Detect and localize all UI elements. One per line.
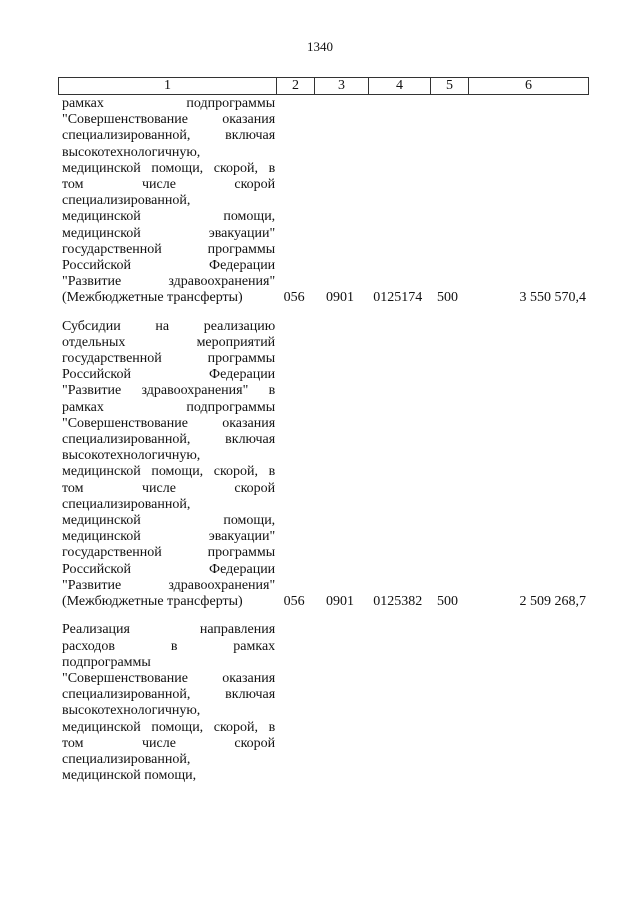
row-name-line: Реализация направления: [62, 622, 276, 638]
row-name-line: "Совершенствование оказания: [62, 670, 276, 686]
table-row: [58, 96, 588, 307]
column-header-4: 4: [369, 78, 431, 95]
row-name-line: Российской Федерации: [62, 561, 276, 577]
column-header-5: 5: [431, 78, 469, 95]
column-header-2: 2: [277, 78, 315, 95]
row-name-line: том числе скорой: [62, 480, 276, 496]
row-name-cell: [58, 622, 275, 784]
row-cell-c2: 056: [283, 594, 305, 610]
row-name-cell: [58, 319, 275, 611]
table-row: [58, 319, 588, 611]
row-name-line: подпрограммы: [62, 654, 151, 670]
row-name-line: рамках подпрограммы: [62, 96, 276, 111]
row-cell-c4: 0125382: [373, 594, 423, 610]
row-name-line: медицинской помощи,: [62, 768, 197, 784]
row-name-line: Российской Федерации: [62, 367, 276, 383]
row-cell-c2: 056: [283, 290, 305, 306]
row-name-line: государственной программы: [62, 351, 276, 367]
row-name-line: специализированной, включая: [62, 128, 276, 144]
page-number: 1340: [307, 39, 333, 54]
row-name-line: специализированной, включая: [62, 432, 276, 448]
row-name-line: медицинской помощи, скорой, в: [62, 719, 276, 735]
table-body: [58, 96, 588, 784]
row-name-line: (Межбюджетные трансферты): [62, 594, 243, 610]
row-name-line: отдельных мероприятий: [62, 334, 276, 350]
row-cell-c6: 2 509 268,7: [519, 594, 587, 610]
row-name-line: рамках подпрограммы: [62, 399, 276, 415]
row-cell-c3: 0901: [325, 594, 354, 610]
column-header-3: 3: [315, 78, 369, 95]
row-name-line: медицинской эвакуации": [62, 529, 276, 545]
column-header-6: 6: [469, 78, 589, 95]
column-header-row: [58, 77, 589, 95]
row-name-line: медицинской помощи,: [62, 209, 276, 225]
row-name-line: том числе скорой: [62, 735, 276, 751]
row-cell-c4: 0125174: [373, 290, 423, 306]
row-name-line: высокотехнологичную,: [62, 448, 201, 464]
row-name-line: медицинской помощи, скорой, в: [62, 160, 276, 176]
row-name-line: медицинской помощи, скорой, в: [62, 464, 276, 480]
row-name-line: государственной программы: [62, 545, 276, 561]
row-name-line: медицинской помощи,: [62, 513, 276, 529]
row-name-line: "Развитие здравоохранения" в: [62, 383, 276, 399]
row-name-line: "Развитие здравоохранения": [62, 577, 276, 593]
row-name-line: государственной программы: [62, 241, 276, 257]
row-name-line: специализированной,: [62, 496, 191, 512]
row-cell-c5: 500: [437, 594, 459, 610]
row-cell-c6: 3 550 570,4: [519, 290, 587, 306]
row-name-line: (Межбюджетные трансферты): [62, 290, 243, 306]
row-name-line: "Совершенствование оказания: [62, 112, 276, 128]
row-name-line: медицинской эвакуации": [62, 225, 276, 241]
row-name-line: специализированной,: [62, 751, 191, 767]
row-name-line: высокотехнологичную,: [62, 703, 201, 719]
table-row: [58, 622, 588, 784]
row-name-line: специализированной,: [62, 193, 191, 209]
row-name-line: расходов в рамках: [62, 638, 276, 654]
row-name-line: специализированной, включая: [62, 687, 276, 703]
row-name-line: том числе скорой: [62, 177, 276, 193]
row-name-line: высокотехнологичную,: [62, 144, 201, 160]
row-cell-c5: 500: [437, 290, 459, 306]
row-name-line: Российской Федерации: [62, 258, 276, 274]
row-name-line: Субсидии на реализацию: [62, 318, 276, 334]
column-header-1: 1: [59, 78, 277, 95]
row-name-line: "Совершенствование оказания: [62, 415, 276, 431]
row-name-line: "Развитие здравоохранения": [62, 274, 276, 290]
row-name-cell: [58, 96, 275, 307]
row-cell-c3: 0901: [325, 290, 354, 306]
